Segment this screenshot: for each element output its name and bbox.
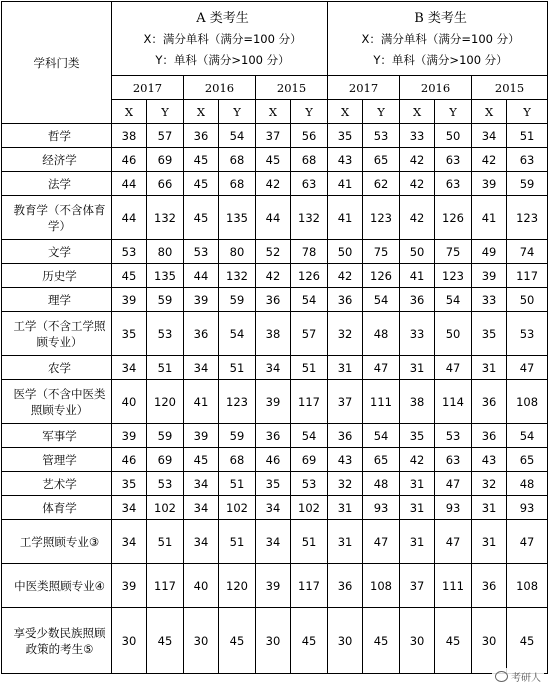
table-row: [2, 380, 548, 424]
x-score-cell: 46: [112, 448, 147, 472]
x-score-cell: 34: [112, 520, 147, 564]
y-score-cell: 48: [507, 472, 548, 496]
x-score-cell: 32: [328, 472, 363, 496]
x-score-cell: 46: [256, 448, 291, 472]
y-score-cell: 51: [219, 472, 256, 496]
table-row: [2, 448, 548, 472]
x-score-cell: 41: [400, 264, 435, 288]
table-row: [2, 608, 548, 674]
y-score-cell: 47: [435, 520, 472, 564]
y-score-cell: 48: [363, 472, 400, 496]
y-score-cell: 80: [147, 240, 184, 264]
table-body: [2, 124, 548, 674]
y-column-header: Y: [435, 100, 472, 124]
x-score-cell: 36: [472, 564, 507, 608]
y-score-cell: 59: [147, 424, 184, 448]
y-score-cell: 47: [435, 356, 472, 380]
x-score-cell: 39: [256, 564, 291, 608]
x-score-cell: 39: [472, 264, 507, 288]
x-score-cell: 45: [112, 264, 147, 288]
x-score-cell: 40: [184, 564, 219, 608]
x-score-cell: 38: [112, 124, 147, 148]
x-score-cell: 43: [472, 448, 507, 472]
subject-cell: 工学照顾专业③: [2, 520, 112, 564]
x-column-header: X: [112, 100, 147, 124]
x-score-cell: 49: [472, 240, 507, 264]
y-score-cell: 59: [219, 288, 256, 312]
y-score-cell: 62: [363, 172, 400, 196]
y-score-cell: 68: [219, 148, 256, 172]
subject-cell: 医学（不含中医类照顾专业）: [2, 380, 112, 424]
y-score-cell: 66: [147, 172, 184, 196]
x-score-cell: 45: [256, 148, 291, 172]
y-score-cell: 54: [291, 424, 328, 448]
x-score-cell: 34: [256, 520, 291, 564]
group-b-title: B 类考生: [414, 11, 467, 26]
x-score-cell: 33: [400, 312, 435, 356]
x-score-cell: 31: [472, 356, 507, 380]
y-score-cell: 57: [291, 312, 328, 356]
y-score-cell: 51: [219, 520, 256, 564]
y-column-header: Y: [507, 100, 548, 124]
x-score-cell: 44: [256, 196, 291, 240]
y-score-cell: 93: [507, 496, 548, 520]
group-b-y-definition: Y：单科（满分>100 分）: [373, 53, 508, 67]
y-score-cell: 65: [363, 148, 400, 172]
x-score-cell: 36: [472, 380, 507, 424]
y-score-cell: 51: [147, 356, 184, 380]
table-row: [2, 240, 548, 264]
table-row: [2, 356, 548, 380]
x-score-cell: 39: [112, 288, 147, 312]
x-score-cell: 36: [184, 312, 219, 356]
y-score-cell: 114: [435, 380, 472, 424]
x-score-cell: 44: [112, 172, 147, 196]
x-score-cell: 36: [328, 288, 363, 312]
x-score-cell: 30: [256, 608, 291, 674]
x-score-cell: 31: [472, 520, 507, 564]
y-score-cell: 69: [291, 448, 328, 472]
table-row: [2, 496, 548, 520]
x-score-cell: 34: [184, 356, 219, 380]
y-score-cell: 75: [435, 240, 472, 264]
group-header-row: [2, 2, 548, 76]
y-column-header: Y: [219, 100, 256, 124]
y-score-cell: 51: [507, 124, 548, 148]
subject-cell: 经济学: [2, 148, 112, 172]
x-score-cell: 41: [184, 380, 219, 424]
y-score-cell: 93: [363, 496, 400, 520]
y-score-cell: 63: [435, 448, 472, 472]
x-score-cell: 35: [112, 312, 147, 356]
y-score-cell: 117: [291, 380, 328, 424]
x-score-cell: 35: [472, 312, 507, 356]
x-score-cell: 34: [184, 520, 219, 564]
y-score-cell: 117: [291, 564, 328, 608]
x-score-cell: 39: [184, 424, 219, 448]
subject-cell: 农学: [2, 356, 112, 380]
y-score-cell: 51: [219, 356, 256, 380]
subject-cell: 法学: [2, 172, 112, 196]
y-score-cell: 123: [435, 264, 472, 288]
y-score-cell: 111: [435, 564, 472, 608]
y-score-cell: 45: [147, 608, 184, 674]
y-score-cell: 45: [219, 608, 256, 674]
table-row: [2, 520, 548, 564]
group-a-title: A 类考生: [196, 11, 249, 26]
x-score-cell: 35: [256, 472, 291, 496]
table-row: [2, 264, 548, 288]
watermark: [492, 668, 544, 685]
x-score-cell: 31: [328, 496, 363, 520]
table-row: [2, 312, 548, 356]
y-score-cell: 54: [435, 288, 472, 312]
y-score-cell: 63: [435, 148, 472, 172]
group-b-x-definition: X：满分单科（满分=100 分）: [361, 32, 520, 46]
x-score-cell: 50: [400, 240, 435, 264]
y-score-cell: 132: [291, 196, 328, 240]
table-row: [2, 424, 548, 448]
y-score-cell: 117: [147, 564, 184, 608]
x-score-cell: 52: [256, 240, 291, 264]
x-score-cell: 39: [184, 288, 219, 312]
y-score-cell: 63: [291, 172, 328, 196]
y-column-header: Y: [147, 100, 184, 124]
x-score-cell: 37: [256, 124, 291, 148]
x-score-cell: 39: [112, 564, 147, 608]
x-score-cell: 31: [400, 472, 435, 496]
y-score-cell: 108: [507, 564, 548, 608]
group-b-header: [328, 2, 548, 76]
y-score-cell: 51: [291, 356, 328, 380]
y-score-cell: 93: [435, 496, 472, 520]
y-score-cell: 53: [291, 472, 328, 496]
year-header: 2015: [256, 76, 328, 100]
x-score-cell: 53: [184, 240, 219, 264]
wechat-icon: [495, 671, 508, 682]
x-score-cell: 37: [400, 564, 435, 608]
x-column-header: X: [400, 100, 435, 124]
x-score-cell: 36: [184, 124, 219, 148]
y-score-cell: 47: [507, 356, 548, 380]
y-score-cell: 48: [363, 312, 400, 356]
y-score-cell: 123: [363, 196, 400, 240]
x-column-header: X: [256, 100, 291, 124]
y-score-cell: 126: [291, 264, 328, 288]
x-score-cell: 36: [400, 288, 435, 312]
y-score-cell: 75: [363, 240, 400, 264]
x-score-cell: 36: [472, 424, 507, 448]
x-score-cell: 37: [328, 380, 363, 424]
y-score-cell: 47: [363, 520, 400, 564]
y-score-cell: 117: [507, 264, 548, 288]
y-score-cell: 59: [219, 424, 256, 448]
y-score-cell: 132: [147, 196, 184, 240]
y-score-cell: 108: [507, 380, 548, 424]
subject-cell: 军事学: [2, 424, 112, 448]
y-score-cell: 47: [363, 356, 400, 380]
x-score-cell: 45: [184, 196, 219, 240]
y-score-cell: 63: [507, 148, 548, 172]
x-score-cell: 45: [184, 448, 219, 472]
x-column-header: X: [184, 100, 219, 124]
score-table: [1, 1, 548, 674]
y-score-cell: 54: [507, 424, 548, 448]
y-score-cell: 53: [507, 312, 548, 356]
x-score-cell: 31: [400, 356, 435, 380]
x-score-cell: 42: [256, 172, 291, 196]
y-score-cell: 108: [363, 564, 400, 608]
x-score-cell: 42: [328, 264, 363, 288]
y-score-cell: 102: [147, 496, 184, 520]
y-score-cell: 50: [507, 288, 548, 312]
y-score-cell: 123: [219, 380, 256, 424]
x-column-header: X: [328, 100, 363, 124]
x-score-cell: 34: [256, 496, 291, 520]
y-score-cell: 68: [219, 448, 256, 472]
subject-cell: 体育学: [2, 496, 112, 520]
x-score-cell: 34: [472, 124, 507, 148]
y-score-cell: 78: [291, 240, 328, 264]
x-score-cell: 42: [400, 172, 435, 196]
x-score-cell: 42: [400, 196, 435, 240]
x-score-cell: 34: [256, 356, 291, 380]
subject-cell: 教育学（不含体育学）: [2, 196, 112, 240]
table-row: [2, 172, 548, 196]
y-score-cell: 45: [291, 608, 328, 674]
group-a-header: [112, 2, 328, 76]
y-score-cell: 135: [219, 196, 256, 240]
x-score-cell: 30: [400, 608, 435, 674]
y-score-cell: 120: [147, 380, 184, 424]
x-score-cell: 30: [112, 608, 147, 674]
x-score-cell: 36: [328, 564, 363, 608]
y-score-cell: 120: [219, 564, 256, 608]
subject-cell: 历史学: [2, 264, 112, 288]
x-score-cell: 33: [472, 288, 507, 312]
y-score-cell: 54: [219, 124, 256, 148]
y-score-cell: 74: [507, 240, 548, 264]
x-score-cell: 42: [472, 148, 507, 172]
y-score-cell: 50: [435, 312, 472, 356]
x-score-cell: 44: [184, 264, 219, 288]
subject-cell: 艺术学: [2, 472, 112, 496]
x-score-cell: 44: [112, 196, 147, 240]
x-score-cell: 32: [328, 312, 363, 356]
y-score-cell: 47: [507, 520, 548, 564]
x-score-cell: 35: [328, 124, 363, 148]
table-row: [2, 124, 548, 148]
table-row: [2, 148, 548, 172]
y-score-cell: 53: [435, 424, 472, 448]
x-score-cell: 31: [472, 496, 507, 520]
x-score-cell: 39: [472, 172, 507, 196]
x-score-cell: 35: [400, 424, 435, 448]
subject-column-header: 学科门类: [2, 2, 112, 124]
x-score-cell: 41: [328, 172, 363, 196]
year-header: 2017: [112, 76, 184, 100]
y-score-cell: 54: [363, 288, 400, 312]
x-score-cell: 42: [400, 148, 435, 172]
group-a-y-definition: Y：单科（满分>100 分）: [155, 53, 290, 67]
y-score-cell: 56: [291, 124, 328, 148]
y-score-cell: 57: [147, 124, 184, 148]
subject-cell: 中医类照顾专业④: [2, 564, 112, 608]
x-score-cell: 38: [256, 312, 291, 356]
y-score-cell: 59: [147, 288, 184, 312]
y-score-cell: 59: [507, 172, 548, 196]
subject-cell: 文学: [2, 240, 112, 264]
y-score-cell: 51: [147, 520, 184, 564]
x-score-cell: 35: [112, 472, 147, 496]
y-score-cell: 53: [363, 124, 400, 148]
subject-cell: 管理学: [2, 448, 112, 472]
y-column-header: Y: [291, 100, 328, 124]
x-score-cell: 33: [400, 124, 435, 148]
x-score-cell: 31: [328, 520, 363, 564]
y-score-cell: 45: [363, 608, 400, 674]
x-score-cell: 38: [400, 380, 435, 424]
x-score-cell: 50: [328, 240, 363, 264]
x-score-cell: 36: [256, 288, 291, 312]
x-score-cell: 34: [112, 356, 147, 380]
x-score-cell: 42: [400, 448, 435, 472]
x-score-cell: 40: [112, 380, 147, 424]
y-score-cell: 63: [435, 172, 472, 196]
x-score-cell: 45: [184, 148, 219, 172]
y-score-cell: 54: [219, 312, 256, 356]
x-score-cell: 31: [328, 356, 363, 380]
y-score-cell: 69: [147, 448, 184, 472]
y-score-cell: 53: [147, 312, 184, 356]
x-column-header: X: [472, 100, 507, 124]
x-score-cell: 42: [256, 264, 291, 288]
subject-cell: 享受少数民族照顾政策的考生⑤: [2, 608, 112, 674]
y-score-cell: 53: [147, 472, 184, 496]
year-header: 2016: [184, 76, 256, 100]
y-score-cell: 123: [507, 196, 548, 240]
x-score-cell: 30: [472, 608, 507, 674]
x-score-cell: 36: [256, 424, 291, 448]
watermark-text: 考研人: [511, 673, 541, 684]
x-score-cell: 34: [184, 472, 219, 496]
y-score-cell: 47: [435, 472, 472, 496]
subject-cell: 哲学: [2, 124, 112, 148]
x-score-cell: 41: [328, 196, 363, 240]
y-score-cell: 69: [147, 148, 184, 172]
year-header: 2016: [400, 76, 472, 100]
table-row: [2, 288, 548, 312]
table-row: [2, 196, 548, 240]
subject-cell: 工学（不含工学照顾专业）: [2, 312, 112, 356]
table-row: [2, 564, 548, 608]
y-column-header: Y: [363, 100, 400, 124]
x-score-cell: 45: [184, 172, 219, 196]
x-score-cell: 30: [184, 608, 219, 674]
y-score-cell: 45: [507, 608, 548, 674]
x-score-cell: 53: [112, 240, 147, 264]
y-score-cell: 65: [363, 448, 400, 472]
y-score-cell: 68: [291, 148, 328, 172]
y-score-cell: 65: [507, 448, 548, 472]
table-row: [2, 472, 548, 496]
table-head: [2, 2, 548, 124]
y-score-cell: 80: [219, 240, 256, 264]
x-score-cell: 31: [400, 496, 435, 520]
y-score-cell: 68: [219, 172, 256, 196]
x-score-cell: 43: [328, 148, 363, 172]
x-score-cell: 36: [328, 424, 363, 448]
y-score-cell: 54: [291, 288, 328, 312]
x-score-cell: 32: [472, 472, 507, 496]
y-score-cell: 102: [291, 496, 328, 520]
y-score-cell: 51: [291, 520, 328, 564]
y-score-cell: 50: [435, 124, 472, 148]
x-score-cell: 34: [184, 496, 219, 520]
y-score-cell: 135: [147, 264, 184, 288]
y-score-cell: 132: [219, 264, 256, 288]
group-a-x-definition: X：满分单科（满分=100 分）: [143, 32, 302, 46]
x-score-cell: 43: [328, 448, 363, 472]
x-score-cell: 39: [256, 380, 291, 424]
x-score-cell: 39: [112, 424, 147, 448]
y-score-cell: 126: [363, 264, 400, 288]
year-header: 2015: [472, 76, 548, 100]
x-score-cell: 34: [112, 496, 147, 520]
x-score-cell: 31: [400, 520, 435, 564]
x-score-cell: 46: [112, 148, 147, 172]
y-score-cell: 126: [435, 196, 472, 240]
year-header: 2017: [328, 76, 400, 100]
y-score-cell: 45: [435, 608, 472, 674]
subject-cell: 理学: [2, 288, 112, 312]
x-score-cell: 41: [472, 196, 507, 240]
y-score-cell: 102: [219, 496, 256, 520]
y-score-cell: 111: [363, 380, 400, 424]
y-score-cell: 54: [363, 424, 400, 448]
x-score-cell: 30: [328, 608, 363, 674]
